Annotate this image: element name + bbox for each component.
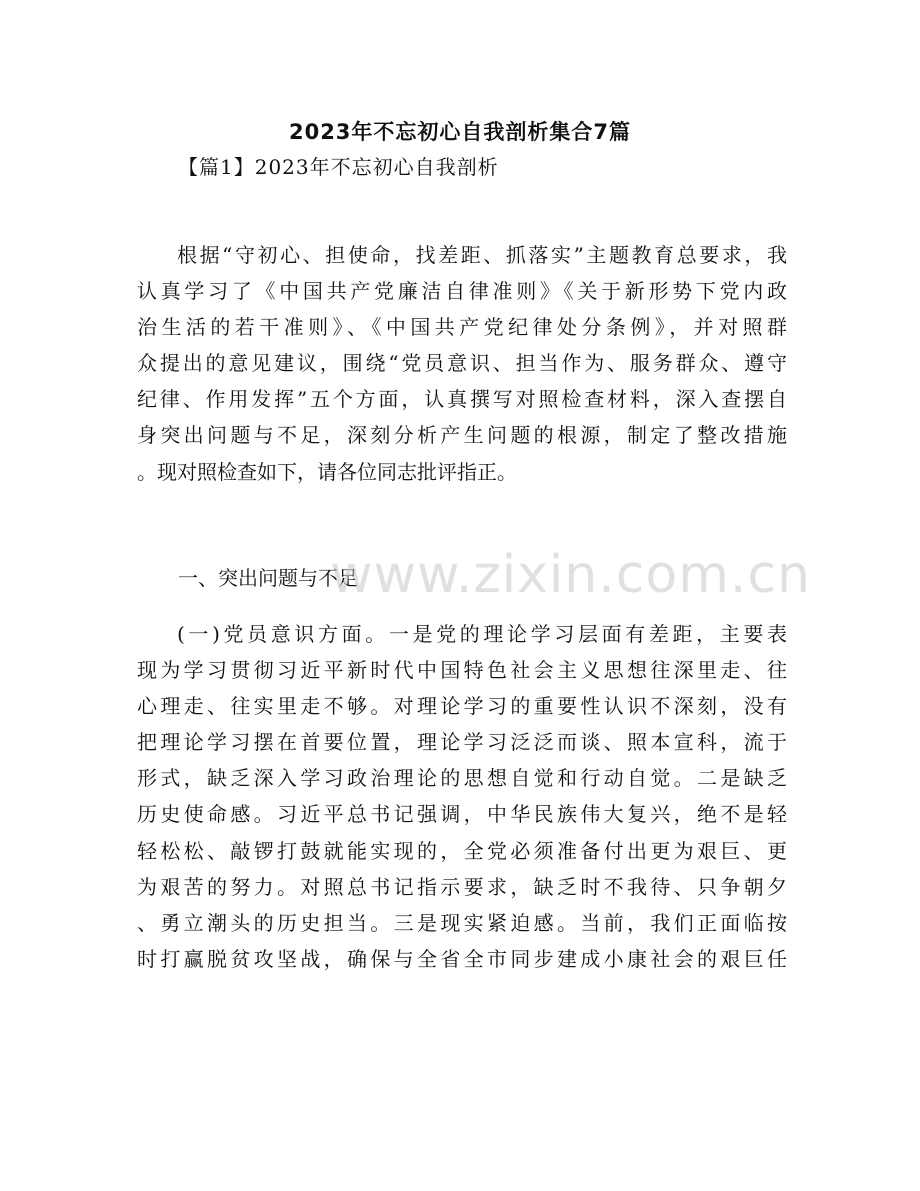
paragraph-intro — [137, 237, 787, 490]
paragraph-line: 形式，缺乏深入学习政治理论的思想自觉和行动自觉。二是缺乏 — [137, 766, 787, 791]
paragraph-line: 为艰苦的努力。对照总书记指示要求，缺乏时不我待、只争朝夕 — [137, 874, 787, 899]
paragraph-line: 认真学习了《中国共产党廉洁自律准则》《关于新形势下党内政 — [137, 279, 787, 304]
paragraph-line: 身突出问题与不足，深刻分析产生问题的根源，制定了整改措施 — [137, 423, 787, 448]
paragraph-line: 心理走、往实里走不够。对理论学习的重要性认识不深刻，没有 — [137, 694, 787, 719]
paragraph-line: 轻松松、敲锣打鼓就能实现的，全党必须准备付出更为艰巨、更 — [137, 838, 787, 863]
paragraph-line: 根据“守初心、担使命，找差距、抓落实”主题教育总要求，我 — [177, 243, 787, 267]
paragraph-line: 历史使命感。习近平总书记强调，中华民族伟大复兴，绝不是轻 — [137, 802, 787, 827]
subheading-problems: 一、突出问题与不足 — [178, 566, 358, 590]
paragraph-line: 治生活的若干准则》、《中国共产党纪律处分条例》，并对照群 — [137, 315, 787, 340]
paragraph-party-awareness — [137, 616, 787, 977]
paragraph-line: 。现对照检查如下，请各位同志批评指正。 — [137, 459, 517, 484]
paragraph-line: 众提出的意见建议，围绕“党员意识、担当作为、服务群众、遵守 — [137, 351, 787, 376]
section-heading: 【篇1】2023年不忘初心自我剖析 — [178, 155, 499, 179]
paragraph-line: 把理论学习摆在首要位置，理论学习泛泛而谈、照本宣科，流于 — [137, 730, 787, 755]
watermark-text: www.zixin.com.cn — [330, 545, 811, 605]
document-title: 2023年不忘初心自我剖析集合7篇 — [288, 120, 632, 144]
paragraph-line: 现为学习贯彻习近平新时代中国特色社会主义思想往深里走、往 — [137, 658, 787, 683]
paragraph-line: (一)党员意识方面。一是党的理论学习层面有差距，主要表 — [177, 622, 787, 646]
paragraph-line: 时打赢脱贫攻坚战，确保与全省全市同步建成小康社会的艰巨任 — [137, 946, 787, 971]
paragraph-line: 纪律、作用发挥”五个方面，认真撰写对照检查材料，深入查摆自 — [137, 387, 787, 412]
paragraph-line: 、勇立潮头的历史担当。三是现实紧迫感。当前，我们正面临按 — [137, 910, 787, 935]
